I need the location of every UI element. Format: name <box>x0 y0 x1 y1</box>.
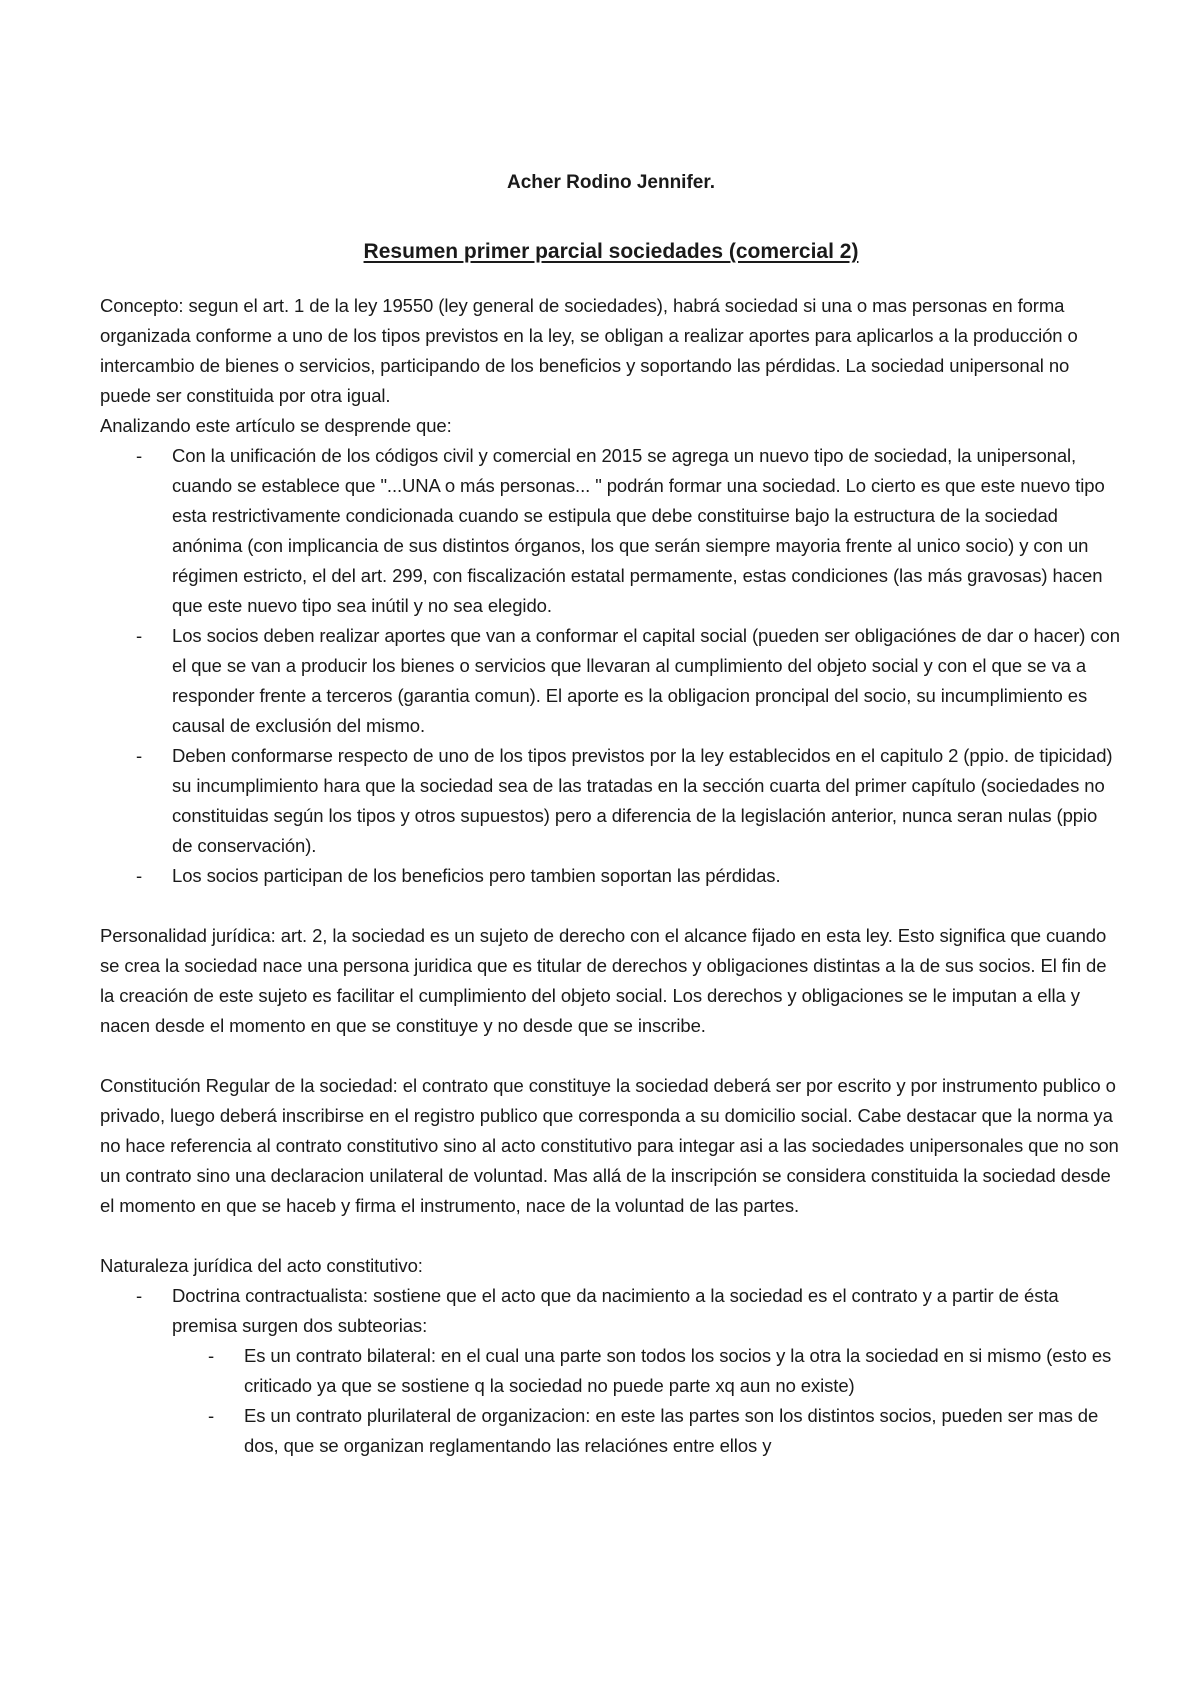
document-title: Resumen primer parcial sociedades (comercial 2) <box>363 240 859 263</box>
paragraph-spacer <box>100 891 1122 921</box>
document-body <box>100 291 1122 1461</box>
concepto-paragraph: Concepto: segun el art. 1 de la ley 19550 (ley general de sociedades), habrá sociedad si una o mas personas en forma organizada conforme a uno de los tipos previstos en la ley, se obligan a realizar aportes para aplicarlos a la producción o intercambio de bienes o servicios, participando de los beneficios y soportando las pérdidas. La sociedad unipersonal no puede ser constituida por otra igual. <box>100 295 1078 406</box>
personalidad-paragraph: Personalidad jurídica: art. 2, la sociedad es un sujeto de derecho con el alcance fijado en esta ley. Esto significa que cuando se crea la sociedad nace una persona juridica que es titular de derechos y obligaciones distintas a la de sus socios. El fin de la creación de este sujeto es facilitar el cumplimiento del objeto social. Los derechos y obligaciones se le imputan a ella y nacen desde el momento en que se constituye y no desde que se inscribe. <box>100 925 1107 1036</box>
author-name: Acher Rodino Jennifer. <box>507 172 715 193</box>
list-item: - Con la unificación de los códigos civil y comercial en 2015 se agrega un nuevo tipo de sociedad, la unipersonal, cuando se establece que "...UNA o más personas... " podrán formar una sociedad. Lo cierto es que este nuevo tipo esta restrictivamente condicionada cuando se estipula que debe constituirse bajo la estructura de la sociedad anónima (con implicancia de sus distintos órganos, los que serán siempre mayoria frente al unico socio) y con un régimen estricto, el del art. 299, con fiscalización estatal permamente, estas condiciones (las más gravosas) hacen que este nuevo tipo sea inútil y no sea elegido. <box>100 441 1122 621</box>
list-item: - Doctrina contractualista: sostiene que el acto que da nacimiento a la sociedad es el contrato y a partir de ésta premisa surgen dos subteorias: <box>100 1281 1122 1341</box>
naturaleza-list <box>100 1281 1122 1341</box>
paragraph-spacer <box>100 1221 1122 1251</box>
list-item: - Es un contrato bilateral: en el cual una parte son todos los socios y la otra la sociedad en si mismo (esto es criticado ya que se sostiene q la sociedad no puede parte xq aun no existe) <box>100 1341 1122 1401</box>
constitucion-paragraph: Constitución Regular de la sociedad: el contrato que constituye la sociedad deberá ser por escrito y por instrumento publico o privado, luego deberá inscribirse en el registro publico que corresponda a su domicilio social. Cabe destacar que la norma ya no hace referencia al contrato constitutivo sino al acto constitutivo para integar asi a las sociedades unipersonales que no son un contrato sino una declaracion unilateral de voluntad. Mas allá de la inscripción se considera constituida la sociedad desde el momento en que se haceb y firma el instrumento, nace de la voluntad de las partes. <box>100 1075 1119 1216</box>
concepto-list <box>100 441 1122 891</box>
concepto-intro: Analizando este artículo se desprende que: <box>100 415 452 436</box>
naturaleza-heading: Naturaleza jurídica del acto constitutivo: <box>100 1255 423 1276</box>
list-item: - Los socios participan de los beneficios pero tambien soportan las pérdidas. <box>100 861 1122 891</box>
list-item: - Es un contrato plurilateral de organizacion: en este las partes son los distintos socios, pueden ser mas de dos, que se organizan reglamentando las relaciónes entre ellos y <box>100 1401 1122 1461</box>
list-item: - Deben conformarse respecto de uno de los tipos previstos por la ley establecidos en el capitulo 2 (ppio. de tipicidad) su incumplimiento hara que la sociedad sea de las tratadas en la sección cuarta del primer capítulo (sociedades no constituidas según los tipos y otros supuestos) pero a diferencia de la legislación anterior, nunca seran nulas (ppio de conservación). <box>100 741 1122 861</box>
subteorias-list <box>100 1341 1122 1461</box>
list-item: - Los socios deben realizar aportes que van a conformar el capital social (pueden ser obligaciónes de dar o hacer) con el que se van a producir los bienes o servicios que llevaran al cumplimiento del objeto social y con el que se va a responder frente a terceros (garantia comun). El aporte es la obligacion proncipal del socio, su incumplimiento es causal de exclusión del mismo. <box>100 621 1122 741</box>
paragraph-spacer <box>100 1041 1122 1071</box>
